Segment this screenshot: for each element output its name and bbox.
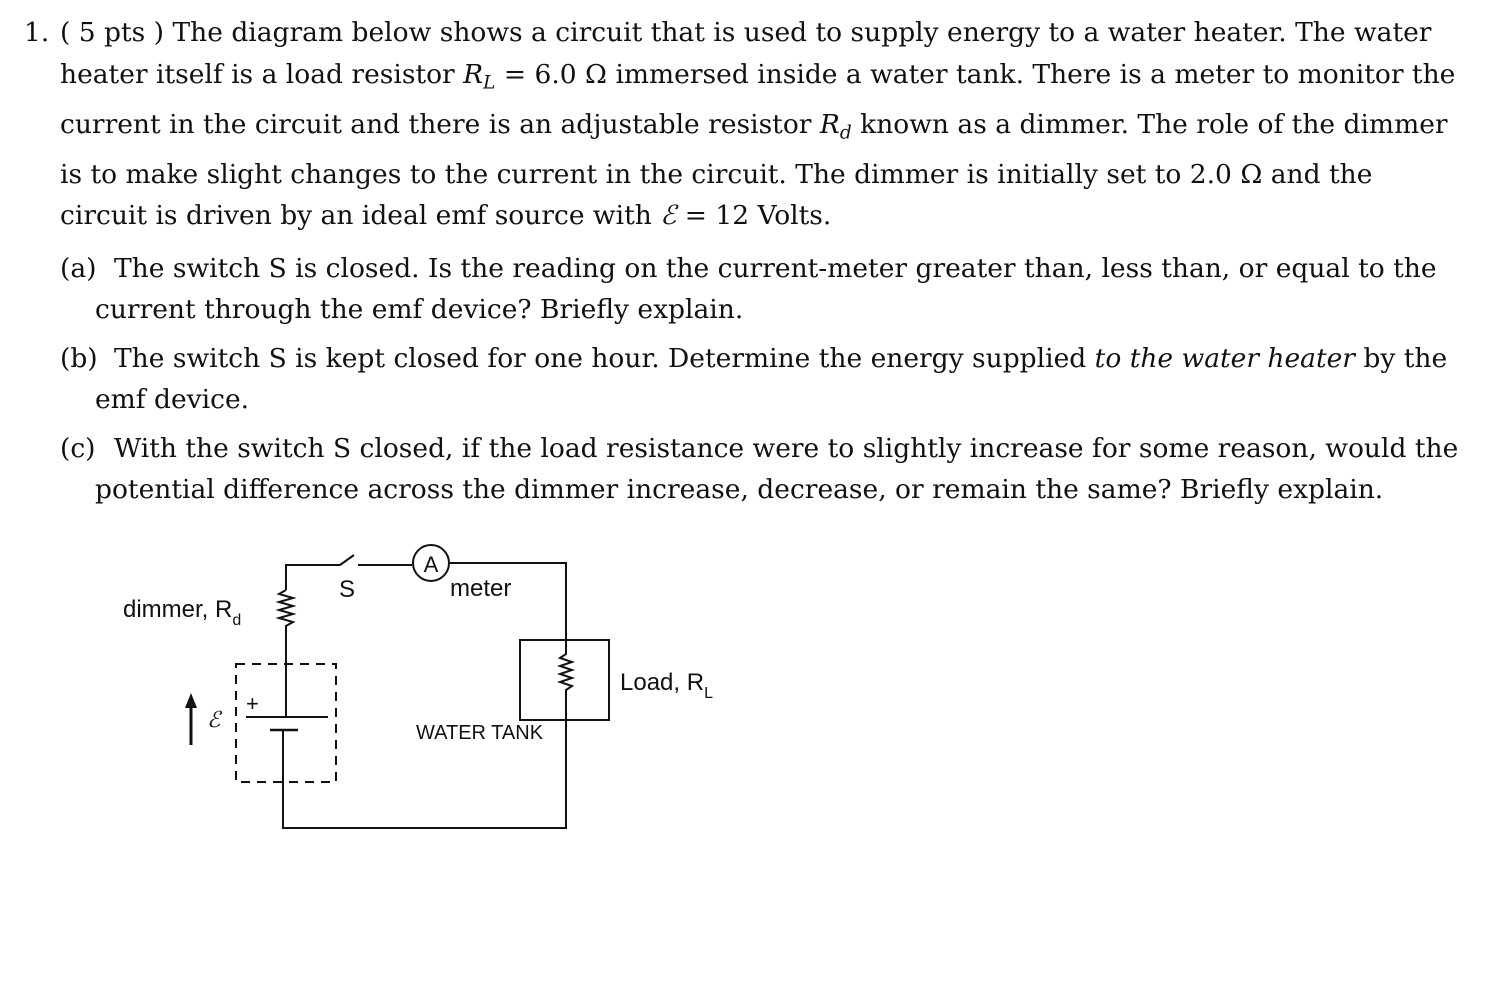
switch-blade	[340, 555, 354, 565]
part-label: (b)	[60, 342, 98, 374]
part-text-end: by the emf device.	[95, 342, 1448, 416]
part-label: (a)	[60, 252, 97, 284]
part-text: With the switch S closed, if the load resistance were to slightly increase for some reason, would the potential difference across the dimmer increase, decrease, or remain the same? Briefly explain.	[95, 432, 1459, 506]
intro-text-2: = 6.0 Ω immersed inside a water tank. There is a meter to monitor the current in the circuit and there is an adjustable resistor	[60, 58, 1456, 140]
switch-label: S	[338, 576, 356, 603]
wire-left-top	[286, 565, 340, 590]
problem-number: 1.	[24, 17, 50, 48]
intro-text-1: The diagram below shows a circuit that is used to supply energy to a water heater. The water heater itself is a load resistor	[60, 17, 1432, 90]
load-label: Load, $R_L$	[620, 669, 713, 702]
load-resistor	[560, 640, 572, 720]
emf-symbol: ℰ	[660, 200, 677, 232]
points-label: ( 5 pts )	[60, 17, 165, 48]
plus-sign: +	[246, 691, 259, 716]
part-text: The switch S is kept closed for one hour. Determine the energy supplied	[114, 342, 1087, 374]
water-tank-label: WATER TANK	[416, 722, 544, 744]
intro-text-4: = 12 Volts.	[684, 200, 832, 232]
intro-text-3: known as a dimmer. The role of the dimmer is to make slight changes to the current in the circuit. The dimmer is initially set to 2.0 Ω and the circuit is driven by an ideal emf source with	[60, 108, 1448, 232]
part-text: The switch S is closed. Is the reading on the current-meter greater than, less than, or equal to the current through the emf device? Briefly explain.	[95, 252, 1437, 326]
dimmer-label: dimmer, $R_d$	[123, 596, 242, 629]
part-text-emphasis: to the water heater	[1094, 342, 1355, 374]
dimmer-resistor	[279, 590, 293, 630]
ammeter-symbol: A	[423, 552, 439, 577]
meter-label: meter	[450, 575, 512, 602]
dimmer-resistor-symbol: $R_d$	[819, 108, 852, 144]
emf-arrowhead	[185, 693, 197, 708]
load-resistor-symbol: $R_L$	[463, 58, 496, 94]
emf-diagram-symbol: ℰ	[207, 708, 221, 733]
part-label: (c)	[60, 432, 96, 464]
